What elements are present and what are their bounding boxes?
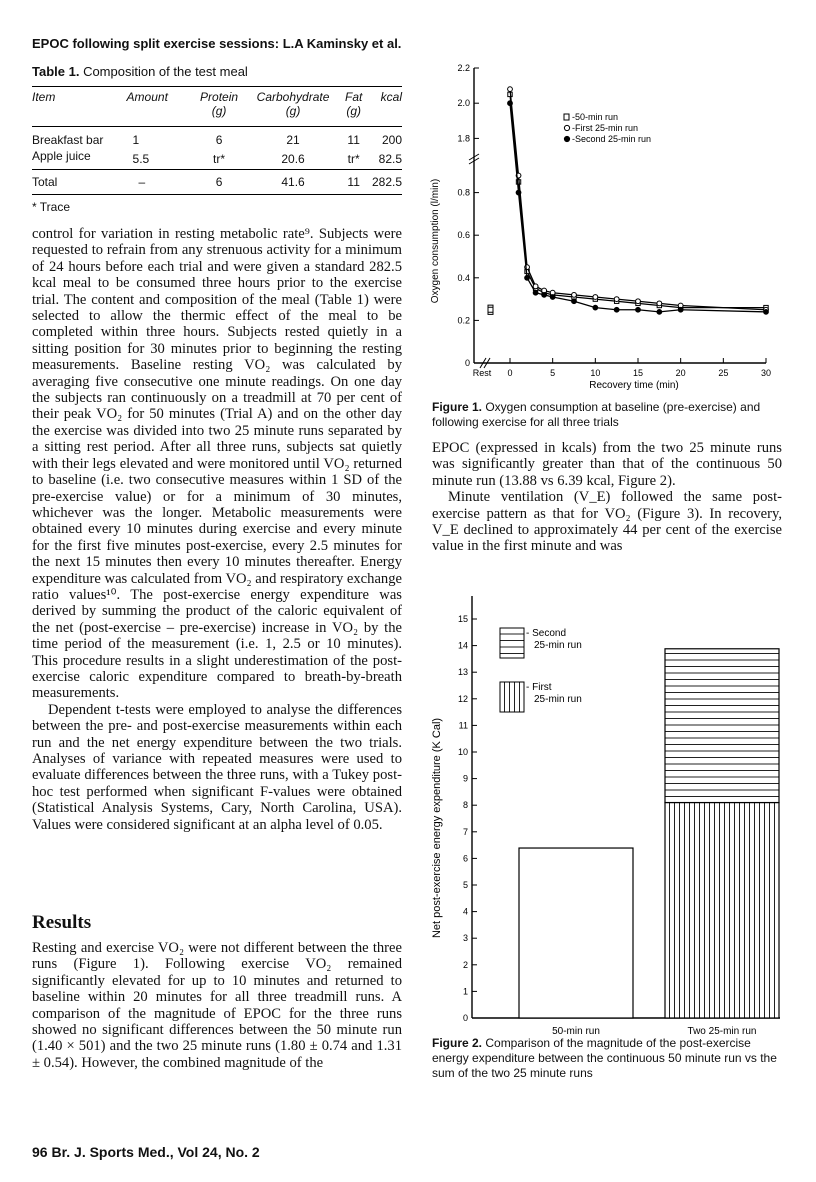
y-tick-label: 4 [462, 906, 468, 917]
data-point [764, 309, 769, 314]
figure-caption-text: Comparison of the magnitude of the post-exercise energy expenditure between the continuous 50 minute run vs the sum of the two 25 minute runs [432, 1036, 777, 1080]
data-point [657, 309, 662, 314]
x-tick-label: 25 [718, 368, 729, 378]
legend-marker [564, 136, 569, 141]
data-point [516, 190, 521, 195]
data-point [636, 307, 641, 312]
table-cell: tr* [213, 151, 226, 166]
y-tick-label: 14 [457, 640, 468, 651]
table-cell: 6 [215, 133, 223, 147]
left-column-results [32, 940, 402, 1071]
data-point [550, 295, 555, 300]
y-tick-label: 10 [457, 747, 468, 757]
y-tick-label: 0.8 [457, 187, 470, 198]
y-tick-label: 3 [462, 933, 468, 944]
figure2-chart [424, 588, 794, 1038]
y-tick-label: 1.8 [457, 133, 470, 144]
legend-label: -Second 25-min run [572, 134, 652, 144]
y-tick-label: 7 [462, 826, 468, 837]
y-tick-label: 1 [462, 986, 468, 997]
table-cell: 200 [381, 133, 402, 147]
table-cell: Breakfast bar [32, 133, 104, 147]
x-axis-label: Recovery time (min) [589, 380, 679, 391]
table-cell: tr* [347, 151, 360, 166]
data-point [525, 275, 530, 280]
y-tick-label: 2 [462, 959, 468, 970]
body-paragraph: EPOC (expressed in kcals) from the two 25 minute runs was significantly greater than that of the continuous 50 minute run (13.88 vs 6.39 kcal, Figure 2). [432, 440, 782, 489]
table-cell: 41.6 [248, 170, 338, 195]
data-point [533, 290, 538, 295]
data-point [678, 307, 683, 312]
table-cell: 11 [338, 170, 369, 195]
figure1-caption [432, 400, 782, 430]
data-point [508, 87, 513, 92]
meal-table [32, 86, 402, 195]
body-paragraph: control for variation in resting metabolic rate⁹. Subjects were requested to refrain from any strenuous activity for a minimum of 24 hours before each trial and were given a standard 282.5 kcal meal to be consumed three hours prior to the exercise trial. The content and composition of the meal (Table 1) were selected to allow the thermic effect of the meal to be completed within three hours. Subjects rested quietly in a sitting position for 30 minutes prior to beginning the resting measurements. Baseline resting VO₂ was calculated by averaging five consecutive one minute readings. On one day the subjects ran continuously on a treadmill at 70 per cent of their peak VO₂ for 50 minutes (Trial A) and on the other day the exercise was divided into two 25 minute runs separated by a sitting rest period. After all three runs, subjects sat quietly with their legs elevated and were monitored until VO₂ returned to baseline (i.e. two consecutive measures within 1 SD of the pre-exercise value) or for a minimum of 30 minutes, whichever was the longer. Metabolic measurements were obtained every 10 minutes during exercise and every minute for the first five minutes post-exercise, every 2.5 minutes for the next 15 minutes then every 10 minutes thereafter. Energy expenditure was calculated from VO₂ and respiratory exchange ratio values¹⁰. The post-exercise energy expenditure was derived by summing the product of the caloric equivalent of the net (post-exercise – pre-exercise) increase in VO₂ by the time period of the measurement (i.e. 1, 2.5 or 10 minutes). This procedure results in a slight underestimation of the post-exercise caloric expenditure compared to breath-by-breath measurements. [32, 226, 402, 702]
table-caption-label: Table 1. [32, 64, 80, 79]
legend-label: -50-min run [572, 112, 619, 122]
legend-label: - Second [526, 628, 567, 639]
page-footer: 96 Br. J. Sports Med., Vol 24, No. 2 [32, 1144, 260, 1160]
table-cell: 1 [132, 133, 140, 147]
figure1-chart [424, 56, 794, 396]
table-cell: Apple juice [32, 149, 91, 163]
bar-first-25-min-run [665, 803, 779, 1018]
legend-label: -First 25-min run [572, 123, 639, 133]
y-tick-label: 5 [462, 880, 468, 890]
x-tick-label: Two 25-min run [687, 1026, 757, 1037]
y-tick-label: 0.2 [457, 315, 470, 326]
data-point [572, 292, 577, 297]
x-tick-label: 50-min run [552, 1026, 600, 1037]
table-cell: 5.5 [132, 151, 150, 166]
bar-50-min-run [519, 848, 633, 1018]
y-tick-label: 2.0 [457, 98, 470, 109]
legend-swatch [500, 628, 524, 658]
table-header: kcal [380, 90, 402, 104]
legend-marker [564, 125, 569, 130]
data-point [614, 297, 619, 302]
x-tick-label: Rest [472, 368, 492, 378]
y-axis-label: Oxygen consumption (l/min) [430, 178, 441, 304]
body-paragraph: Dependent t-tests were employed to analyse the differences between the pre- and post-exercise measurements within each run and the net energy expenditure between the two trials. Analyses of variance with repeated measures were used to evaluate differences between the three runs, with a Tukey post-hoc test performed when significant F-values were obtained (Statistical Analysis Systems, Cary, North Carolina, USA). Values were considered significant at an alpha level of 0.05. [32, 701, 402, 833]
y-tick-label: 9 [462, 773, 468, 784]
y-tick-label: 15 [457, 614, 468, 624]
x-tick-label: 20 [675, 368, 686, 378]
data-point [542, 292, 547, 297]
table-cell: Total [32, 170, 127, 195]
data-point [572, 299, 577, 304]
body-paragraph: Resting and exercise VO₂ were not different between the three runs (Figure 1). Following exercise VO₂ remained significantly elevated for up to 10 minutes and returned to baseline within 20 minutes for all three treadmill runs. A comparison of the magnitude of EPOC for the three runs showed no significant differences between the 50 minute run (1.40 × 501) and the two 25 minute runs (1.80 ± 0.74 and 1.31 ± 0.54). However, the combined magnitude of the [32, 940, 402, 1071]
figure-label: Figure 2. [432, 1036, 483, 1050]
table-caption [32, 64, 248, 79]
left-column [32, 226, 402, 833]
data-point [657, 301, 662, 306]
y-tick-label: 12 [457, 693, 468, 704]
legend-label: 25-min run [534, 640, 582, 651]
table-total-row [32, 170, 402, 195]
table-cell: 21 [286, 133, 300, 147]
table-row [32, 148, 402, 170]
y-tick-label: 0.6 [457, 230, 470, 241]
running-head: EPOC following split exercise sessions: L.A Kaminsky et al. [32, 36, 402, 51]
table-row [32, 127, 402, 149]
table-footnote: * Trace [32, 200, 71, 214]
bar-second-25-min-run [665, 649, 779, 803]
legend-label: 25-min run [534, 694, 582, 705]
x-tick-label: 0 [507, 368, 513, 378]
section-heading-results: Results [32, 912, 92, 933]
right-column [432, 440, 782, 555]
table-header: Fat (g) [344, 90, 363, 118]
data-point [533, 284, 538, 289]
y-tick-label: 0 [464, 358, 470, 368]
x-tick-label: 30 [760, 368, 772, 378]
table-cell: 11 [347, 133, 360, 147]
figure-label: Figure 1. [432, 400, 483, 414]
table-cell: 282.5 [369, 170, 402, 195]
table-cell: 20.6 [281, 151, 305, 166]
y-axis-label: Net post-exercise energy expenditure (K Cal) [431, 717, 443, 939]
y-tick-label: 2.2 [457, 63, 470, 73]
legend-marker [564, 114, 569, 120]
legend-swatch [500, 682, 524, 712]
data-point [593, 305, 598, 310]
table-header: Carbohydrate (g) [256, 90, 330, 118]
y-tick-label: 0.4 [457, 272, 470, 283]
y-tick-label: 13 [457, 667, 468, 678]
rest-point [488, 307, 493, 312]
y-tick-label: 6 [462, 853, 468, 864]
table-caption-text: Composition of the test meal [79, 64, 248, 79]
data-point [636, 299, 641, 304]
table-cell: 6 [190, 170, 248, 195]
legend-label: - First [526, 682, 552, 693]
table-cell: – [127, 170, 191, 195]
x-tick-label: 5 [550, 368, 556, 378]
table-header: Protein (g) [200, 90, 239, 118]
y-tick-label: 0 [462, 1013, 468, 1023]
data-point [593, 295, 598, 300]
y-tick-label: 8 [462, 800, 468, 811]
data-point [614, 307, 619, 312]
table-header: Amount [126, 90, 168, 104]
body-paragraph: Minute ventilation (V_E) followed the same post-exercise pattern as that for VO₂ (Figure 3). In recovery, V_E declined to approximately 44 per cent of the exercise value in the first minute and was [432, 489, 782, 555]
table-cell: 82.5 [378, 151, 402, 166]
x-tick-label: 15 [632, 368, 644, 378]
table-header-row [32, 87, 402, 127]
x-tick-label: 10 [590, 368, 601, 378]
figure2-caption [432, 1036, 782, 1081]
table-header: Item [32, 90, 56, 104]
y-tick-label: 11 [458, 720, 468, 731]
figure-caption-text: Oxygen consumption at baseline (pre-exercise) and following exercise for all three trials [432, 400, 761, 429]
data-point [508, 101, 513, 106]
